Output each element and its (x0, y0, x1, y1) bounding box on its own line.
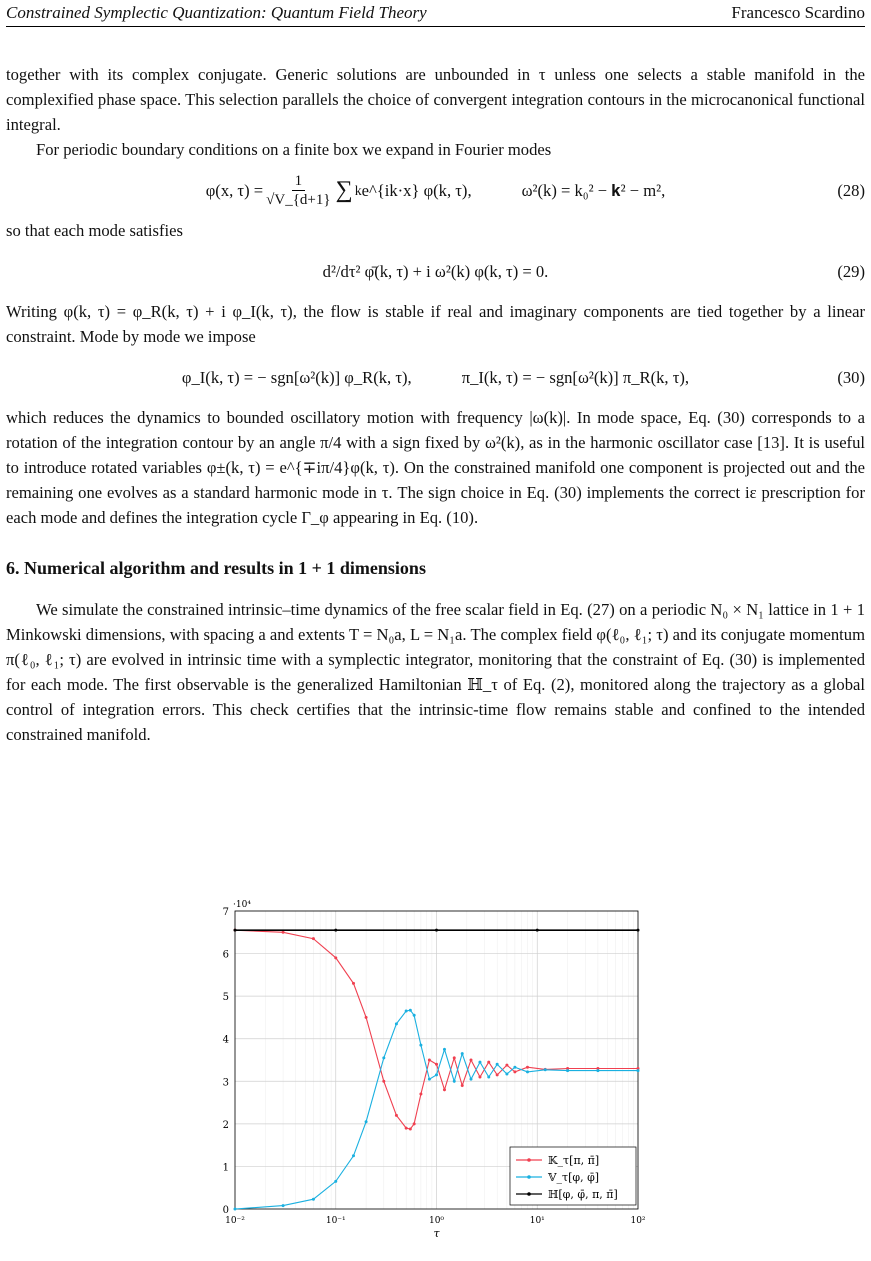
eq28-frac-denominator: √V_{d+1} (266, 191, 331, 208)
legend-label: 𝕍_τ[φ, φ̄] (548, 1171, 600, 1184)
series-point (409, 1127, 412, 1130)
series-point (566, 1069, 569, 1072)
eq28-mid: e^{ik·x} φ(k, τ), (361, 180, 472, 200)
series-point (513, 1066, 516, 1069)
equation-28 (6, 168, 865, 212)
series-point (409, 1009, 412, 1012)
legend-marker (527, 1158, 531, 1162)
legend-marker (527, 1175, 531, 1179)
series-point (435, 929, 438, 932)
series-point (395, 1022, 398, 1025)
series-point (405, 1127, 408, 1130)
series-point (382, 1056, 385, 1059)
series-point (334, 956, 337, 959)
series-point (352, 1154, 355, 1157)
series-point (405, 1010, 408, 1013)
y-multiplier-label: ·10⁴ (233, 900, 251, 910)
series-point (234, 1208, 237, 1211)
series-point (478, 1061, 481, 1064)
series-point (487, 1061, 490, 1064)
series-point (526, 1070, 529, 1073)
series-point (334, 929, 337, 932)
series-point (443, 1088, 446, 1091)
eq30-number: (30) (837, 367, 865, 387)
eq29-body: d²/dτ² φ̄(k, τ) + i ω²(k) φ(k, τ) = 0. (322, 261, 549, 281)
paragraph-4: Writing φ(k, τ) = φ_R(k, τ) + i φ_I(k, τ), the flow is stable if real and imaginary components are tied together by a linear constraint. Mode by mode we impose (6, 302, 865, 346)
eq28-sum-index: k (354, 182, 362, 198)
series-point (478, 1076, 481, 1079)
series-point (419, 1093, 422, 1096)
series-point (312, 937, 315, 940)
series-point (637, 1069, 640, 1072)
series-point (234, 929, 237, 932)
series-point (505, 1064, 508, 1067)
y-tick-label: 1 (222, 1162, 229, 1174)
eq28-number: (28) (837, 180, 865, 200)
legend-label: 𝕂_τ[π, π̄] (548, 1154, 600, 1167)
series-point (435, 1073, 438, 1076)
y-tick-label: 0 (222, 1205, 229, 1216)
paragraph-3: so that each mode satisfies (6, 221, 183, 240)
series-point (334, 1180, 337, 1183)
figure-hamiltonian-plot (210, 896, 660, 1256)
series-point (469, 1078, 472, 1081)
y-tick-label: 3 (222, 1077, 229, 1089)
series-point (419, 1044, 422, 1047)
eq28-rhs: ω²(k) = k₀² − 𝐤² − m², (521, 180, 666, 200)
legend-label: ℍ[φ, φ̄, π, π̄] (548, 1188, 618, 1201)
x-tick-label: 10⁰ (428, 1216, 445, 1226)
section-heading: 6. Numerical algorithm and results in 1 + 1 dimensions (6, 558, 426, 578)
x-axis-label: τ (433, 1227, 440, 1240)
equation-29 (6, 249, 865, 293)
running-title: Constrained Symplectic Quantization: Quantum Field Theory (6, 3, 427, 22)
series-point (395, 1114, 398, 1117)
series-point (443, 1048, 446, 1051)
page-body (6, 62, 865, 747)
series-point (352, 982, 355, 985)
series-point (453, 1080, 456, 1083)
x-tick-label: 10⁻² (225, 1216, 245, 1226)
page-header (6, 0, 865, 27)
paragraph-2: For periodic boundary conditions on a finite box we expand in Fourier modes (36, 140, 552, 159)
series-point (428, 1078, 431, 1081)
series-point (282, 931, 285, 934)
series-point (505, 1073, 508, 1076)
paragraph-6: We simulate the constrained intrinsic–time dynamics of the free scalar field in Eq. (27) on a periodic N₀ × N₁ lattice in 1 + 1 Minkowski dimensions, with spacing a and extents T = N₀a, L = N₁a. The complex field φ(ℓ₀, ℓ₁; τ) and its conjugate momentum π(ℓ₀, ℓ₁; τ) are evolved in intrinsic time with a symplectic integrator, monitoring that the constraint of Eq. (30) is implemented for each mode. The first observable is the generalized Hamiltonian ℍ_τ of Eq. (2), monitored along the trajectory as a global control of integration errors. This check certifies that the intrinsic-time flow remains stable and confined to the intended constrained manifold. (6, 600, 865, 744)
series-point (453, 1056, 456, 1059)
series-point (461, 1084, 464, 1087)
chart-svg (210, 896, 660, 1256)
series-point (596, 1069, 599, 1072)
sum-symbol: ∑ (335, 176, 353, 203)
y-tick-label: 6 (222, 949, 229, 961)
legend-marker (527, 1192, 531, 1196)
series-point (365, 1016, 368, 1019)
series-point (496, 1073, 499, 1076)
series-point (469, 1059, 472, 1062)
series-point (413, 1014, 416, 1017)
eq30-left: φ_I(k, τ) = − sgn[ω²(k)] φ_R(k, τ), (181, 367, 412, 387)
series-point (435, 1063, 438, 1066)
series-point (637, 929, 640, 932)
series-point (413, 1122, 416, 1125)
equation-30 (6, 355, 865, 399)
eq28-lhs: φ(x, τ) = (205, 180, 264, 200)
eq28-fraction (266, 172, 330, 209)
paragraph-1: together with its complex conjugate. Generic solutions are unbounded in τ unless one selects a stable manifold in the complexified phase space. This selection parallels the choice of convergent integration contours in the microcanonical functional integral. (6, 65, 865, 134)
eq28-frac-numerator: 1 (292, 172, 306, 191)
series-point (536, 929, 539, 932)
series-point (513, 1070, 516, 1073)
paragraph-5: which reduces the dynamics to bounded oscillatory motion with frequency |ω(k)|. In mode space, Eq. (30) corresponds to a rotation of the integration contour by an angle π/4 with a sign fixed by ω²(k), as in the harmonic oscillator case [13]. It is useful to introduce rotated variables φ±(k, τ) = e^{∓iπ/4}φ(k, τ). On the constrained manifold one component is projected out and the remaining one evolves as a standard harmonic mode in τ. The sign choice in Eq. (30) implements the correct iε prescription for each mode and defines the integration cycle Γ_φ appearing in Eq. (10). (6, 408, 865, 527)
x-tick-label: 10² (630, 1216, 646, 1226)
x-tick-label: 10⁻¹ (325, 1216, 346, 1226)
eq30-right: π_I(k, τ) = − sgn[ω²(k)] π_R(k, τ), (461, 367, 690, 387)
series-point (282, 1204, 285, 1207)
y-tick-label: 5 (222, 992, 229, 1004)
series-point (496, 1063, 499, 1066)
series-point (312, 1198, 315, 1201)
running-author: Francesco Scardino (731, 3, 865, 22)
series-point (461, 1052, 464, 1055)
y-tick-label: 7 (222, 907, 229, 918)
series-point (382, 1080, 385, 1083)
y-tick-label: 4 (222, 1034, 229, 1046)
series-point (487, 1076, 490, 1079)
eq29-number: (29) (837, 261, 865, 281)
series-point (526, 1066, 529, 1069)
x-tick-label: 10¹ (529, 1216, 545, 1226)
series-point (544, 1068, 547, 1071)
series-point (365, 1120, 368, 1123)
series-point (428, 1059, 431, 1062)
y-tick-label: 2 (222, 1119, 229, 1131)
